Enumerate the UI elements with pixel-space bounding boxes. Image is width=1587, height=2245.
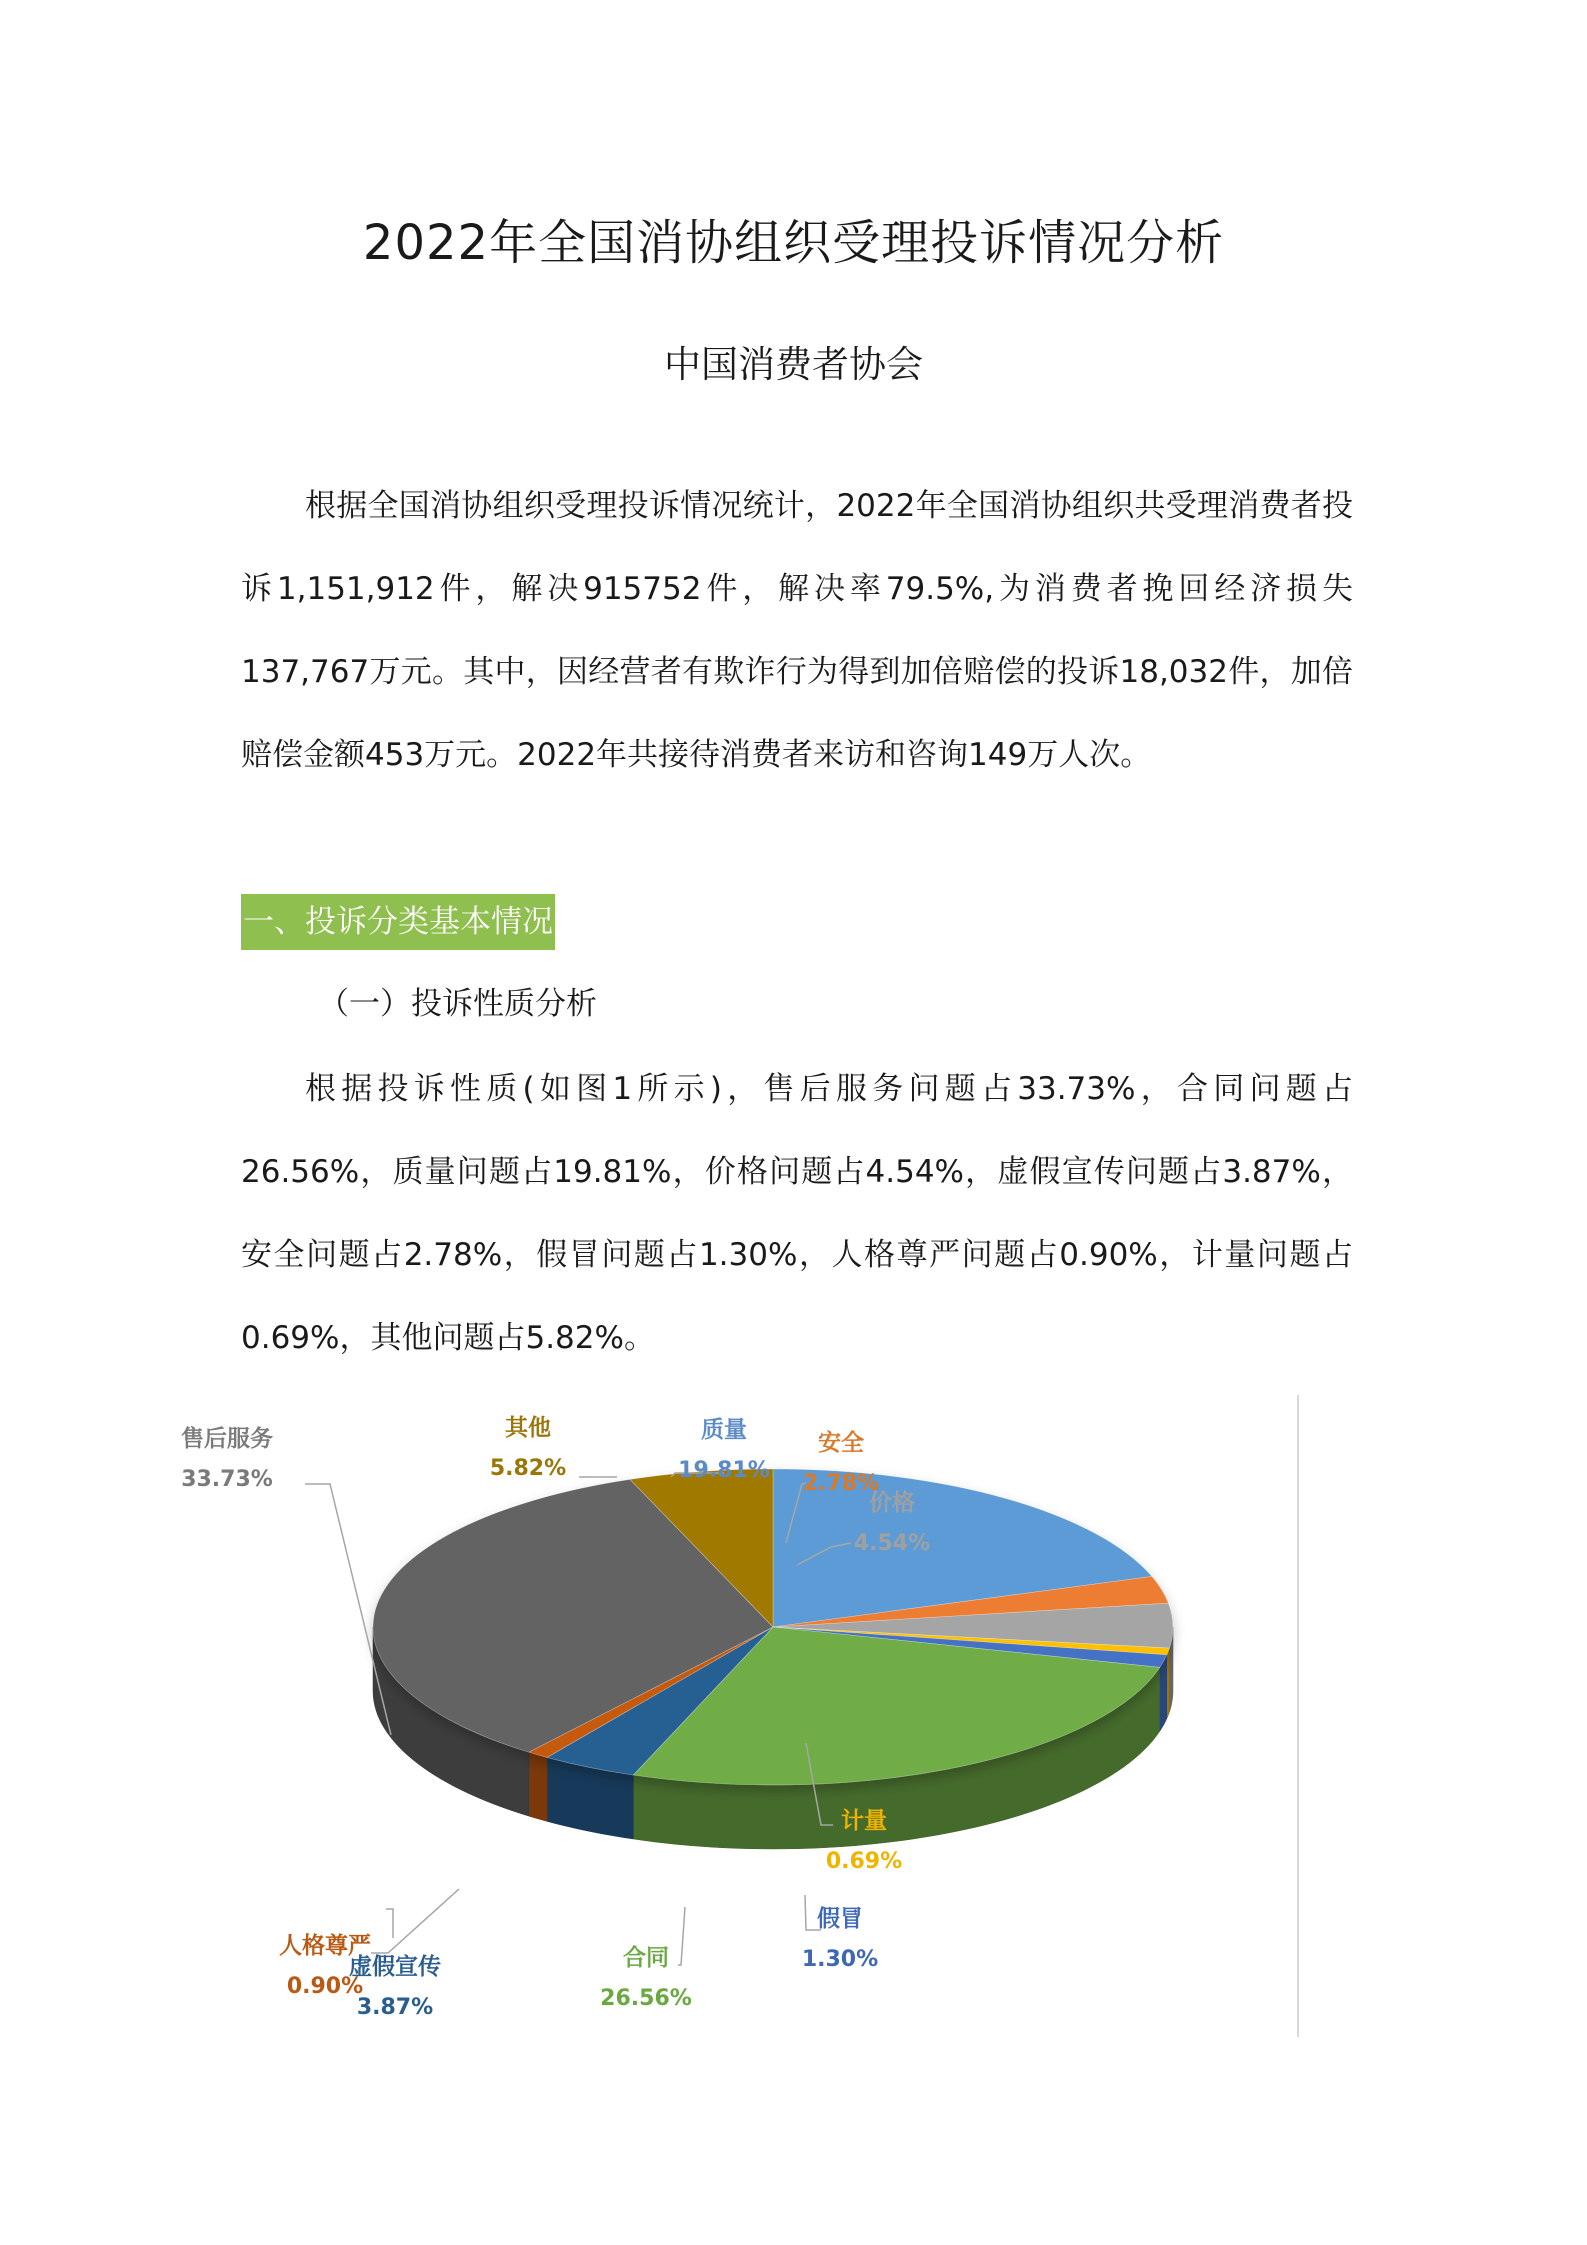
pie-label-name: 售后服务 <box>181 1426 273 1452</box>
leader-line-虚假宣传 <box>386 1909 393 1938</box>
section-heading: 一、投诉分类基本情况 <box>241 894 555 950</box>
document-title: 2022年全国消协组织受理投诉情况分析 <box>362 215 1225 271</box>
pie-label-value: 4.54% <box>853 1531 931 1556</box>
pie-label-value: 0.69% <box>825 1849 903 1874</box>
pie-label-name: 虚假宣传 <box>349 1954 441 1980</box>
pie-label-value: 33.73% <box>181 1467 273 1492</box>
pie-top-group <box>373 1469 1173 1785</box>
pie-side-计量 <box>1167 1648 1170 1719</box>
pie-label-value: 5.82% <box>489 1456 567 1481</box>
pie-label-value: 26.56% <box>600 1986 692 2011</box>
pie-label-value: 0.90% <box>286 1974 364 1999</box>
pie-label-value: 3.87% <box>356 1995 434 2020</box>
pie-label-value: 1.30% <box>801 1947 879 1972</box>
pie-label-name: 计量 <box>841 1808 887 1834</box>
complaint-nature-pie-chart <box>181 1395 1311 2040</box>
leader-line-合同 <box>678 1907 685 1965</box>
document-author: 中国消费者协会 <box>664 343 923 386</box>
pie-chart-svg <box>181 1395 1311 2040</box>
pie-label-name: 质量 <box>701 1417 747 1443</box>
pie-label-value: 2.78% <box>802 1471 880 1496</box>
complaint-nature-paragraph: 根据投诉性质(如图1所示)，售后服务问题占33.73%，合同问题占26.56%，质量问题占19.81%，价格问题占4.54%，虚假宣传问题占3.87%，安全问题占2.78%，假冒问题占1.30%，人格尊严问题占0.90%，计量问题占0.69%，其他问题占5.82%。 <box>241 1071 1353 1356</box>
pie-label-name: 其他 <box>505 1415 551 1441</box>
pie-label-name: 人格尊严 <box>279 1933 371 1959</box>
pie-label-value: 19.81% <box>678 1458 770 1483</box>
pie-label-name: 假冒 <box>817 1906 863 1932</box>
subsection-heading: （一）投诉性质分析 <box>318 986 597 1022</box>
pie-label-name: 合同 <box>623 1945 669 1971</box>
pie-label-name: 安全 <box>818 1430 864 1456</box>
leader-line-人格尊严 <box>371 1889 459 1953</box>
pie-side-人格尊严 <box>529 1752 547 1821</box>
pie-label-name: 价格 <box>869 1490 915 1516</box>
intro-paragraph: 根据全国消协组织受理投诉情况统计，2022年全国消协组织共受理消费者投诉1,151,912件，解决915752件，解决率79.5%,为消费者挽回经济损失137,767万元。其中，因经营者有欺诈行为得到加倍赔偿的投诉18,032件，加倍赔偿金额453万元。2022年共接待消费者来访和咨询149万人次。 <box>241 488 1353 773</box>
